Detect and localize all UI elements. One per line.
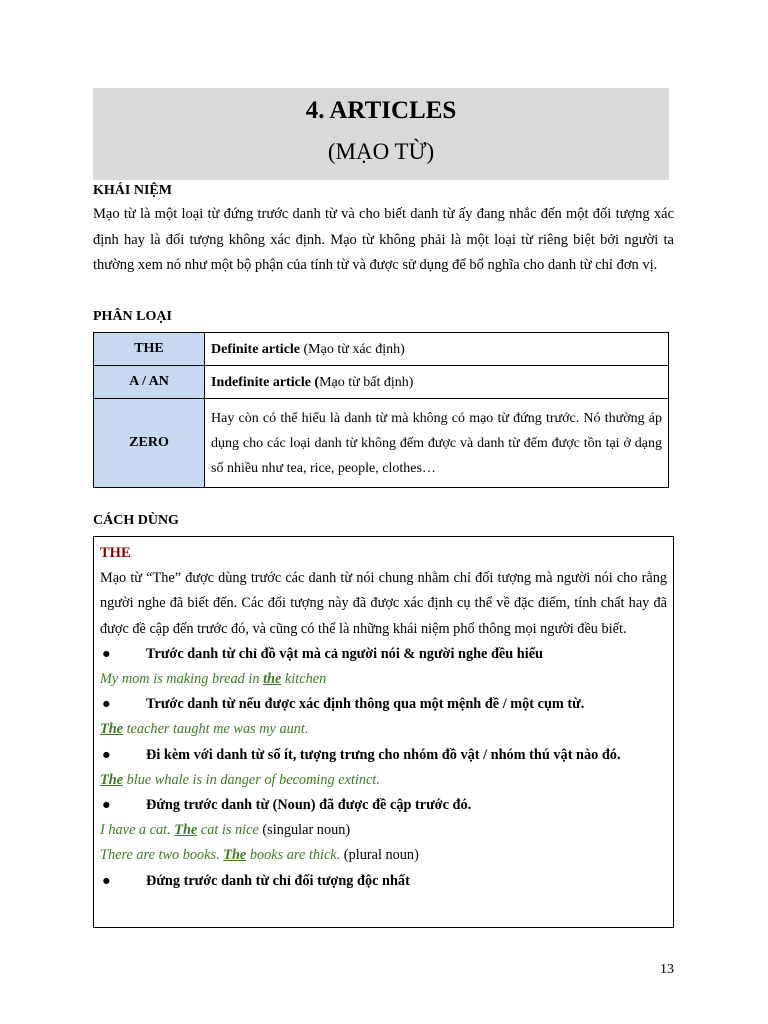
type-description [205, 399, 669, 488]
usage-content [100, 541, 667, 894]
rule-bullet [100, 869, 667, 894]
rule-bullet [100, 692, 667, 717]
table-row [94, 333, 669, 366]
page-number: 13 [660, 962, 674, 977]
concept-paragraph: Mạo từ là một loại từ đứng trước danh từ và cho biết danh từ ấy đang nhắc đến một đối tượng xác định hay là đối tượng không xác định. Mạo từ không phải là một loại từ riêng biệt bởi người ta thường xem nó như một bộ phận của tính từ và được sử dụng để bổ nghĩa cho danh từ chỉ đơn vị. [93, 206, 674, 273]
rule-text: Trước danh từ nếu được xác định thông qua một mệnh đề / một cụm từ. [146, 696, 585, 713]
article-keyword: The [223, 847, 247, 864]
type-key: ZERO [94, 399, 205, 488]
table-row [94, 366, 669, 399]
table-row [94, 399, 669, 488]
example-text: books are thick. [246, 847, 341, 864]
usage-heading: CÁCH DÙNG [93, 513, 179, 528]
example-sentence [100, 768, 667, 793]
example-sentence [100, 843, 667, 868]
concept-heading: KHÁI NIỆM [93, 183, 172, 198]
type-key: A / AN [94, 366, 205, 399]
bullet-icon: ● [102, 797, 111, 814]
type-label: Indefinite article ( [211, 374, 320, 390]
example-text: blue whale is in danger of becoming extinct. [123, 771, 380, 788]
classification-heading: PHÂN LOẠI [93, 309, 172, 324]
example-text: My mom is making bread in [100, 671, 264, 688]
bullet-icon: ● [102, 696, 111, 713]
type-note: Hay còn có thể hiểu là danh từ mà không có mạo từ đứng trước. Nó thường áp dụng cho các loại danh từ không đếm được và danh từ đếm được tồn tại ở dạng số nhiều như tea, rice, people, clothes… [211, 410, 662, 476]
type-note: Mạo từ bất định) [319, 374, 414, 390]
rule-text: Đi kèm với danh từ số ít, tượng trưng cho nhóm đồ vật / nhóm thú vật nào đó. [146, 746, 621, 763]
the-heading: THE [100, 545, 131, 561]
example-text: I have a cat. [100, 822, 175, 839]
example-text: kitchen [281, 671, 327, 688]
title-banner [93, 88, 669, 180]
example-text: teacher taught me was my aunt. [123, 721, 309, 738]
example-text: There are two books. [100, 847, 224, 864]
type-key: THE [94, 333, 205, 366]
article-keyword: the [263, 671, 282, 688]
article-types-table [93, 332, 669, 488]
rule-text: Đứng trước danh từ chỉ đối tượng độc nhất [146, 872, 410, 889]
rule-text: Đứng trước danh từ (Noun) đã được đề cập trước đó. [146, 797, 472, 814]
type-description [205, 366, 669, 399]
type-label: Definite article [211, 341, 301, 357]
article-keyword: The [100, 771, 124, 788]
example-sentence [100, 667, 667, 692]
rule-bullet [100, 793, 667, 818]
noun-type-note: (plural noun) [340, 847, 419, 864]
the-intro: Mạo từ “The” được dùng trước các danh từ nói chung nhằm chỉ đối tượng mà người nói cho rằng người nghe đã biết đến. Các đối tượng này đã được xác định cụ thể về đặc điểm, tính chất hay đã được đề cập đến trước đó, và cũng có thể là những khái niệm phổ thông mọi người đều biết. [100, 570, 667, 637]
type-note: (Mạo từ xác định) [300, 341, 405, 357]
rule-bullet [100, 642, 667, 667]
example-sentence [100, 818, 667, 843]
example-sentence [100, 717, 667, 742]
rule-bullet [100, 743, 667, 768]
bullet-icon: ● [102, 645, 111, 662]
usage-box [93, 536, 674, 928]
bullet-icon: ● [102, 746, 111, 763]
page-subtitle: (MẠO TỪ) [327, 139, 435, 164]
type-description [205, 333, 669, 366]
noun-type-note: (singular noun) [258, 822, 351, 839]
bullet-icon: ● [102, 872, 111, 889]
article-keyword: The [100, 721, 124, 738]
rule-text: Trước danh từ chỉ đồ vật mà cả người nói & người nghe đều hiểu [146, 645, 544, 662]
page-title: 4. ARTICLES [305, 97, 457, 124]
example-text: cat is nice [197, 822, 259, 839]
article-keyword: The [174, 822, 198, 839]
